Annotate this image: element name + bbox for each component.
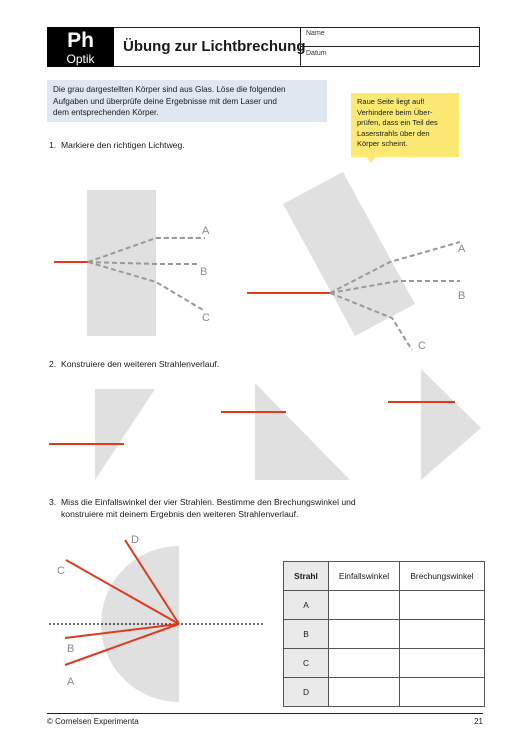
- answer-cell[interactable]: [329, 678, 400, 707]
- answer-cell[interactable]: [400, 620, 485, 649]
- label-a: A: [67, 676, 75, 688]
- figure-4: [49, 534, 265, 702]
- subject-code: Ph: [67, 29, 94, 52]
- table-row: [284, 620, 485, 649]
- prism-1: [95, 389, 155, 480]
- prism-2: [255, 383, 350, 480]
- name-label: Name: [306, 30, 325, 37]
- answer-table: [283, 561, 485, 707]
- label-c: C: [418, 340, 426, 352]
- table-row: [284, 591, 485, 620]
- glass-block-tilted: [283, 172, 415, 336]
- note-line: Körper scheint.: [357, 139, 408, 148]
- intro-line: Aufgaben und überprüfe deine Ergebnisse mit dem Laser und: [53, 96, 277, 106]
- answer-cell[interactable]: [329, 591, 400, 620]
- intro-line: Die grau dargestellten Körper sind aus Glas. Löse die folgenden: [53, 85, 286, 94]
- label-a: A: [202, 225, 210, 237]
- row-label: B: [284, 620, 329, 649]
- label-b: B: [200, 266, 208, 278]
- figure-1: [54, 190, 210, 336]
- table-header-row: [284, 562, 485, 591]
- answer-cell[interactable]: [400, 591, 485, 620]
- note-line: Verhindere beim Über-: [357, 107, 433, 117]
- header-einfallswinkel: Einfallswinkel: [329, 562, 400, 591]
- note-line: Raue Seite liegt auf!: [357, 97, 425, 106]
- intro-line: dem entsprechenden Körper.: [53, 108, 159, 117]
- header-brechungswinkel: Brechungswinkel: [400, 562, 485, 591]
- figure-3: [49, 369, 481, 480]
- footer-divider: [47, 713, 483, 714]
- table-row: [284, 678, 485, 707]
- date-label: Datum: [306, 50, 327, 57]
- task-text: Konstruiere den weiteren Strahlenverlauf.: [61, 359, 220, 369]
- row-label: D: [284, 678, 329, 707]
- half-cylinder: [101, 546, 179, 702]
- task-number: 2.: [49, 359, 57, 369]
- task-number: 1.: [49, 140, 57, 150]
- label-d: D: [131, 534, 139, 546]
- task-number: 3.: [49, 497, 57, 507]
- label-b: B: [67, 643, 75, 655]
- label-c: C: [57, 565, 65, 577]
- row-label: C: [284, 649, 329, 678]
- answer-cell[interactable]: [400, 678, 485, 707]
- row-label: A: [284, 591, 329, 620]
- task-text: Miss die Einfallswinkel der vier Strahlen. Bestimme den Brechungswinkel und: [61, 497, 356, 507]
- figure-2: [247, 172, 466, 352]
- page-number: 21: [474, 717, 483, 726]
- header-strahl: Strahl: [284, 562, 329, 591]
- subject-name: Optik: [66, 52, 95, 66]
- answer-cell[interactable]: [329, 649, 400, 678]
- footer-copyright: © Cornelsen Experimenta: [47, 717, 139, 726]
- label-b: B: [458, 290, 466, 302]
- table-row: [284, 649, 485, 678]
- page-title: Übung zur Lichtbrechung: [123, 38, 306, 55]
- prism-3: [421, 369, 481, 480]
- label-a: A: [458, 243, 466, 255]
- answer-cell[interactable]: [400, 649, 485, 678]
- answer-cell[interactable]: [329, 620, 400, 649]
- task-text: Markiere den richtigen Lichtweg.: [61, 140, 185, 150]
- note-line: prüfen, dass ein Teil des: [357, 118, 438, 127]
- task-text: konstruiere mit deinem Ergebnis den weiteren Strahlenverlauf.: [61, 508, 299, 519]
- note-line: Laserstrahls über den: [357, 128, 430, 138]
- label-c: C: [202, 312, 210, 324]
